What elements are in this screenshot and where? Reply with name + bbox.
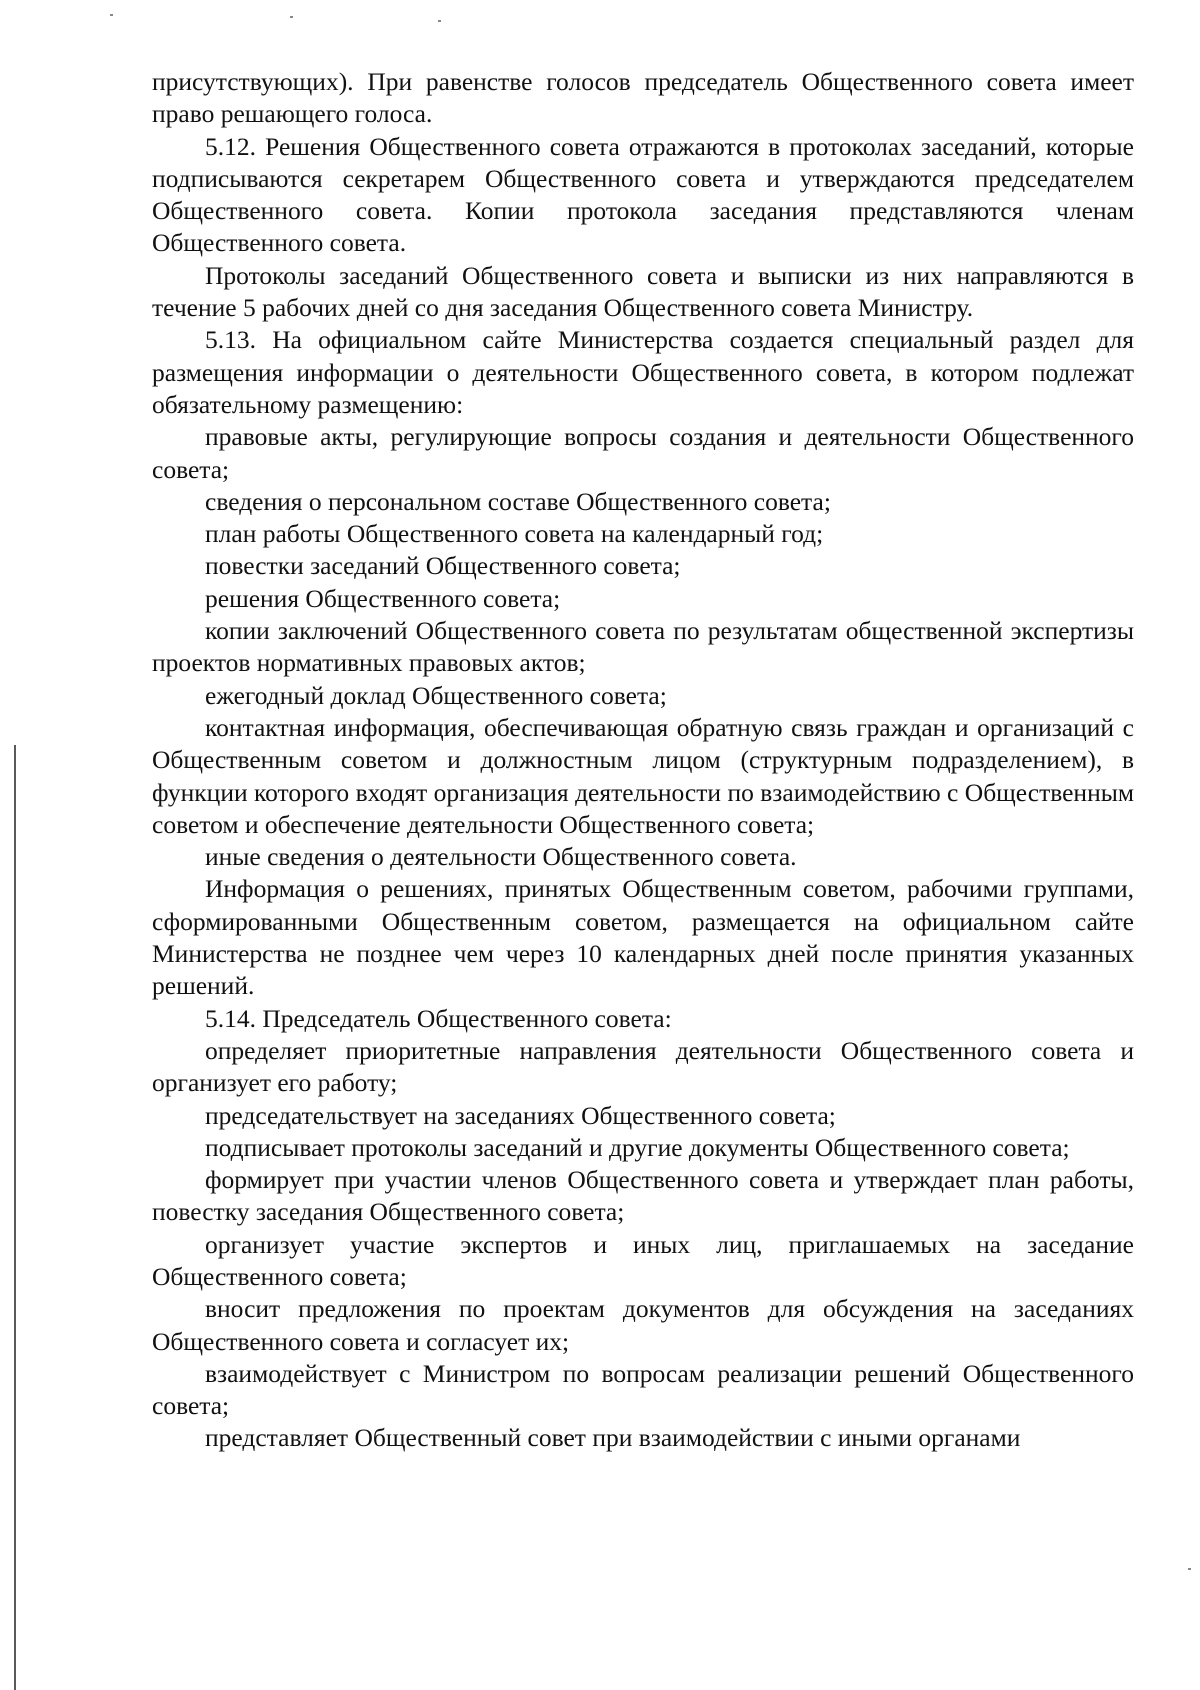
scan-speck <box>438 20 441 22</box>
list-item: копии заключений Общественного совета по результатам общественной экспертизы проектов нормативных правовых актов; <box>152 616 1134 678</box>
paragraph: Протоколы заседаний Общественного совета и выписки из них направляются в течение 5 рабочих дней со дня заседания Общественного совета Министру. <box>152 260 1134 323</box>
scan-speck <box>1188 1568 1191 1570</box>
list-item: председательствует на заседаниях Общественного совета; <box>205 1100 836 1130</box>
scan-speck <box>110 14 113 16</box>
list-item: вносит предложения по проектам документов для обсуждения на заседаниях Общественного совета и согласует их; <box>152 1294 1134 1356</box>
list-item: подписывает протоколы заседаний и другие документы Общественного совета; <box>205 1132 1070 1162</box>
list-item: формирует при участии членов Общественного совета и утверждает план работы, повестку заседания Общественного совета; <box>152 1165 1134 1227</box>
list-item: решения Общественного совета; <box>205 583 561 613</box>
list-item: ежегодный доклад Общественного совета; <box>205 680 667 710</box>
list-item: контактная информация, обеспечивающая обратную связь граждан и организаций с Общественным советом и должностным лицом (структурным подразделением), в функции которого входят организация деятельности по взаимодействию с Общественным советом и обеспечение деятельности Общественного совета; <box>152 712 1134 839</box>
document-body <box>152 66 1134 1455</box>
list-item: правовые акты, регулирующие вопросы создания и деятельности Общественного совета; <box>152 422 1134 484</box>
list-item: взаимодействует с Министром по вопросам реализации решений Общественного совета; <box>152 1358 1134 1421</box>
paragraph: 5.13. На официальном сайте Министерства создается специальный раздел для размещения информации о деятельности Общественного совета, в котором подлежат обязательному размещению: <box>152 325 1134 419</box>
scan-edge-line <box>14 745 16 1690</box>
list-item: повестки заседаний Общественного совета; <box>205 551 681 581</box>
paragraph: Информация о решениях, принятых Общественным советом, рабочими группами, сформированными Общественным советом, размещается на официальном сайте Министерства не позднее чем через 10 календарных дней после принятия указанных решений. <box>152 874 1134 1001</box>
paragraph: присутствующих). При равенстве голосов председатель Общественного совета имеет право решающего голоса. <box>152 67 1134 129</box>
section-heading: 5.14. Председатель Общественного совета: <box>205 1003 672 1033</box>
list-item: определяет приоритетные направления деятельности Общественного совета и организует его работу; <box>152 1035 1134 1098</box>
list-item: организует участие экспертов и иных лиц, приглашаемых на заседание Общественного совета; <box>152 1229 1134 1291</box>
list-item: план работы Общественного совета на календарный год; <box>205 519 824 549</box>
scan-speck <box>290 16 293 18</box>
list-item: представляет Общественный совет при взаимодействии с иными органами <box>205 1423 1021 1453</box>
paragraph: 5.12. Решения Общественного совета отражаются в протоколах заседаний, которые подписываются секретарем Общественного совета и утверждаются председателем Общественного совета. Копии протокола заседания представляются членам Общественного совета. <box>152 131 1134 258</box>
list-item: иные сведения о деятельности Общественного совета. <box>205 842 797 872</box>
list-item: сведения о персональном составе Общественного совета; <box>205 486 831 516</box>
